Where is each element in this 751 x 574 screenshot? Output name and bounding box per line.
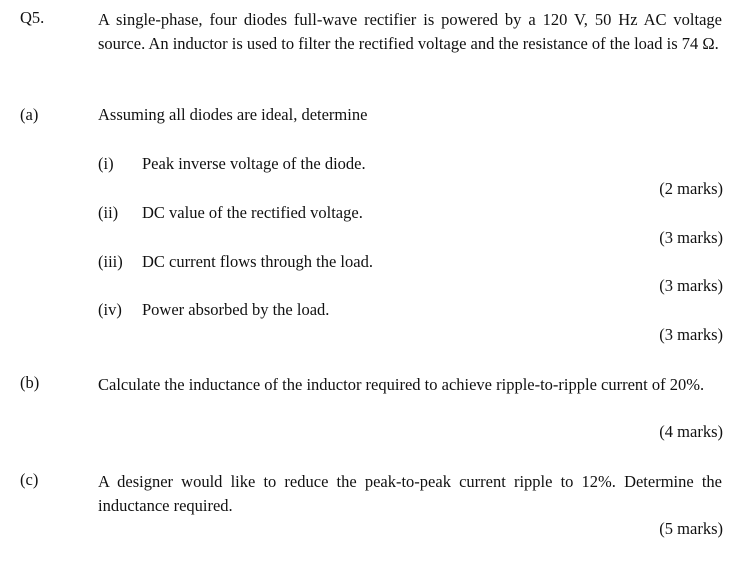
part-a-item-ii-marks: (3 marks) [659,228,723,247]
part-a-item-i-text: Peak inverse voltage of the diode. [142,154,366,173]
part-b-marks: (4 marks) [659,422,723,441]
part-a-item-i-number: (i) [98,154,114,173]
part-c-marks: (5 marks) [659,519,723,538]
part-a-item-iv-marks: (3 marks) [659,325,723,344]
part-a-item-ii-number: (ii) [98,203,119,222]
part-a-item-iii-marks: (3 marks) [659,276,723,295]
part-c-label: (c) [20,470,39,489]
part-a-label: (a) [20,105,39,124]
question-number: Q5. [20,8,45,27]
part-b-text: Calculate the inductance of the inductor required to achieve ripple-to-ripple current of 20%. [98,375,705,394]
part-b-label: (b) [20,373,40,392]
part-a-item-iv-number: (iv) [98,300,122,319]
part-c-text: A designer would like to reduce the peak-to-peak current ripple to 12%. Determine the inductance required. [98,472,722,515]
part-a-item-i-marks: (2 marks) [659,179,723,198]
part-a-item-iii-text: DC current flows through the load. [142,252,373,271]
part-a-item-iii-number: (iii) [98,252,123,271]
part-a-intro: Assuming all diodes are ideal, determine [98,105,368,124]
part-a-item-iv-text: Power absorbed by the load. [142,300,330,319]
part-a-item-ii-text: DC value of the rectified voltage. [142,203,363,222]
question-intro: A single-phase, four diodes full-wave rectifier is powered by a 120 V, 50 Hz AC voltage source. An inductor is used to filter the rectified voltage and the resistance of the load is 74 Ω. [98,10,722,53]
